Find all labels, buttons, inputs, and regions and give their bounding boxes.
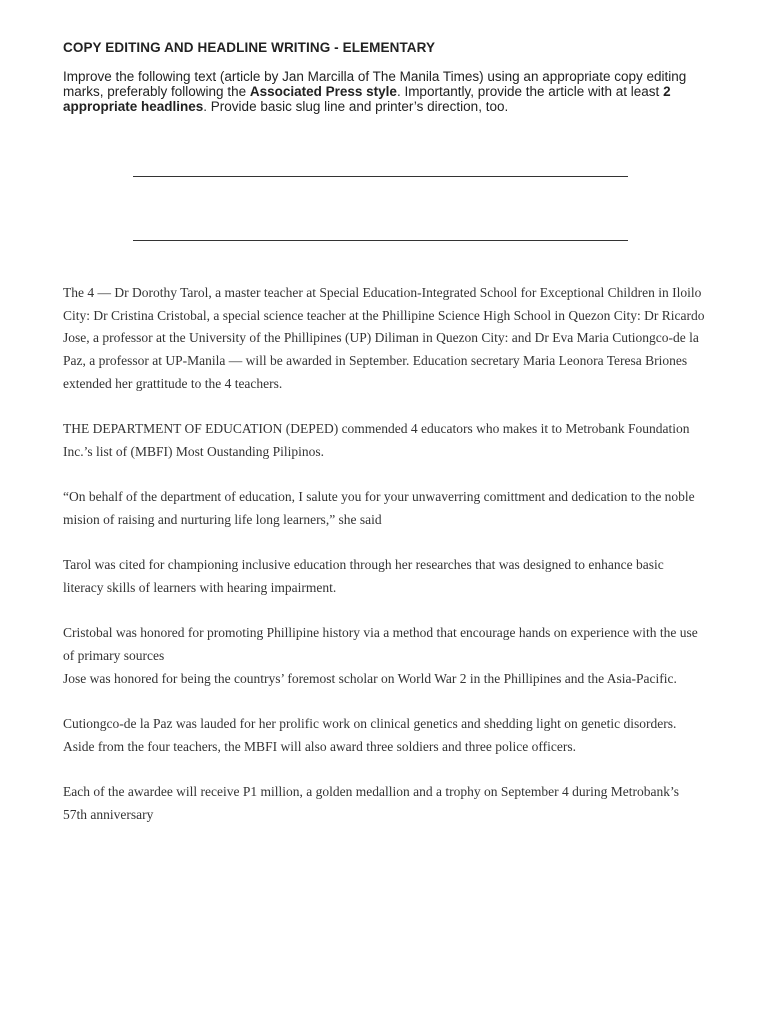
article-paragraph: Tarol was cited for championing inclusive education through her researches that was designed to enhance basic literacy skills of learners with hearing impairment. — [63, 557, 664, 596]
article-paragraph: The 4 — Dr Dorothy Tarol, a master teacher at Special Education-Integrated School for Exceptional Children in Iloilo City: Dr Cristina Cristobal, a special science teacher at the Phillipine Science High School in Quezon City: Dr Ricardo Jose, a professor at the University of the Phillipines (UP) Diliman in Quezon City: and Dr Eva Maria Cutiongco-de la Paz, a professor at UP-Manila — will be awarded in September. Education secretary Maria Leonora Teresa Briones extended her grattitude to the 4 teachers. — [63, 285, 705, 391]
headline-blank-line — [133, 240, 628, 241]
instructions-emphasis: Associated Press style — [249, 84, 397, 99]
instructions-paragraph — [63, 69, 703, 114]
page-title: COPY EDITING AND HEADLINE WRITING - ELEMENTARY — [63, 40, 436, 55]
article-body — [63, 282, 705, 827]
instructions-text: . Provide basic slug line and printer’s direction, too. — [203, 99, 509, 114]
headline-blank-line — [133, 176, 628, 177]
instructions-emphasis: 2 appropriate headlines — [63, 84, 671, 114]
instructions-text: Improve the following text (article by Jan Marcilla of The Manila Times) using an appropriate copy editing marks, preferably following the — [63, 69, 687, 99]
article-paragraph: “On behalf of the department of education, I salute you for your unwaverring comittment and dedication to the noble mision of raising and nurturing life long learners,” she said — [63, 489, 695, 527]
article-paragraph: Cristobal was honored for promoting Phillipine history via a method that encourage hands on experience with the use of primary sources — [63, 625, 698, 664]
article-paragraph: Each of the awardee will receive P1 million, a golden medallion and a trophy on September 4 during Metrobank’s 57th anniversary — [63, 784, 679, 823]
article-paragraph: THE DEPARTMENT OF EDUCATION (DEPED) commended 4 educators who makes it to Metrobank Foundation Inc.’s list of (MBFI) Most Oustanding Pilipinos. — [63, 421, 690, 459]
instructions-text: . Importantly, provide the article with at least — [396, 84, 664, 99]
article-paragraph: Cutiongco-de la Paz was lauded for her prolific work on clinical genetics and shedding light on genetic disorders. — [63, 716, 677, 732]
article-paragraph: Jose was honored for being the countrys’ foremost scholar on World War 2 in the Phillipines and the Asia-Pacific. — [63, 670, 677, 686]
article-paragraph: Aside from the four teachers, the MBFI will also award three soldiers and three police officers. — [63, 738, 576, 754]
